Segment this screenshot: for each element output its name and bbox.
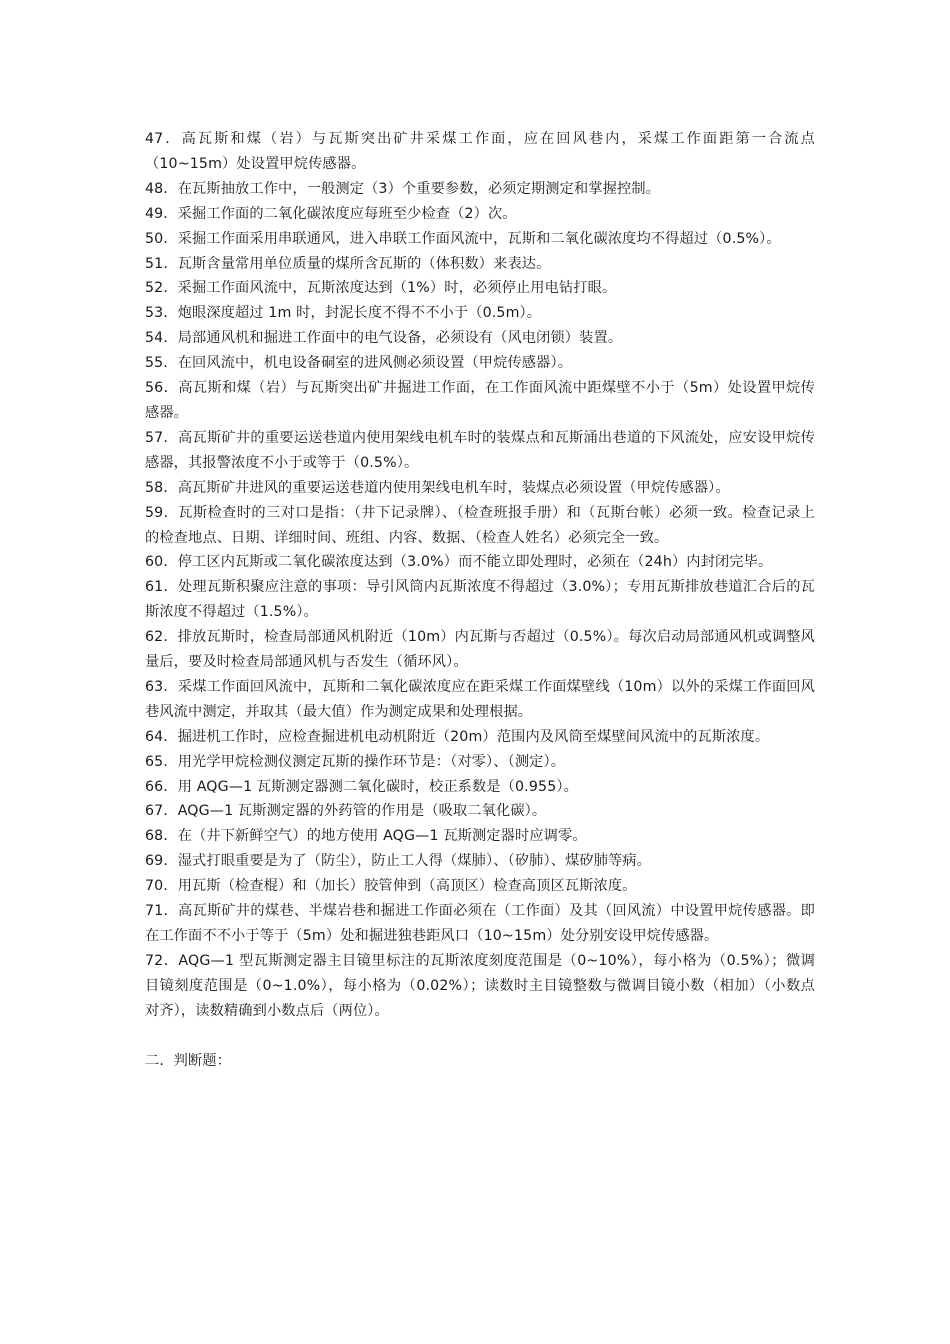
question-70: 70．用瓦斯（检查棍）和（加长）胶管伸到（高顶区）检查高顶区瓦斯浓度。	[145, 878, 637, 895]
question-51: 51．瓦斯含量常用单位质量的煤所含瓦斯的（体积数）来表达。	[145, 255, 551, 272]
question-57: 57．高瓦斯矿井的重要运送巷道内使用架线电机车时的装煤点和瓦斯涌出巷道的下风流处，应安设甲烷传感器，其报警浓度不小于或等于（0.5%）。	[145, 429, 815, 471]
question-60: 60．停工区内瓦斯或二氧化碳浓度达到（3.0%）而不能立即处理时，必须在（24h）内封闭完毕。	[145, 554, 773, 571]
question-53: 53．炮眼深度超过 1m 时，封泥长度不得不不小于（0.5m）。	[145, 305, 542, 322]
question-63: 63．采煤工作面回风流中，瓦斯和二氧化碳浓度应在距采煤工作面煤壁线（10m）以外的采煤工作面回风巷风流中测定，并取其（最大值）作为测定成果和处理根据。	[145, 678, 815, 720]
question-48: 48．在瓦斯抽放工作中，一般测定（3）个重要参数，必须定期测定和掌握控制。	[145, 180, 661, 197]
question-47: 47．高瓦斯和煤（岩）与瓦斯突出矿井采煤工作面，应在回风巷内，采煤工作面距第一合流点（10~15m）处设置甲烷传感器。	[145, 131, 815, 172]
question-69: 69．湿式打眼重要是为了（防尘），防止工人得（煤肺）、（矽肺）、煤矽肺等病。	[145, 853, 652, 870]
question-52: 52．采掘工作面风流中，瓦斯浓度达到（1%）时，必须停止用电钻打眼。	[145, 280, 617, 297]
question-66: 66．用 AQG—1 瓦斯测定器测二氧化碳时，校正系数是（0.955）。	[145, 778, 578, 795]
question-49: 49．采掘工作面的二氧化碳浓度应每班至少检查（2）次。	[145, 205, 517, 222]
question-65: 65．用光学甲烷检测仪测定瓦斯的操作环节是：（对零）、（测定）。	[145, 753, 566, 770]
question-61: 61．处理瓦斯积聚应注意的事项：导引风筒内瓦斯浓度不得超过（3.0%）；专用瓦斯排放巷道汇合后的瓦斯浓度不得超过（1.5%）。	[145, 579, 815, 621]
question-59: 59．瓦斯检查时的三对口是指：（井下记录牌）、（检查班报手册）和（瓦斯台帐）必须一致。检查记录上的检查地点、日期、详细时间、班组、内容、数据、（检查人姓名）必须完全一致。	[145, 504, 815, 546]
document-page	[145, 127, 815, 1074]
question-72: 72．AQG—1 型瓦斯测定器主目镜里标注的瓦斯浓度刻度范围是（0~10%），每小格为（0.5%）；微调目镜刻度范围是（0~1.0%），每小格为（0.02%）；读数时主目镜整数与微调目镜小数（相加）（小数点对齐），读数精确到小数点后（两位）。	[145, 952, 815, 1019]
question-55: 55．在回风流中，机电设备硐室的进风侧必须设置（甲烷传感器）。	[145, 355, 573, 372]
question-58: 58．高瓦斯矿井进风的重要运送巷道内使用架线电机车时，装煤点必须设置（甲烷传感器）。	[145, 479, 730, 496]
section-heading: 二．判断题：	[145, 1052, 232, 1069]
question-56: 56．高瓦斯和煤（岩）与瓦斯突出矿井掘进工作面，在工作面风流中距煤壁不小于（5m）处设置甲烷传感器。	[145, 380, 815, 421]
question-64: 64．掘进机工作时，应检查掘进机电动机附近（20m）范围内及风筒至煤壁间风流中的瓦斯浓度。	[145, 728, 770, 745]
question-62: 62．排放瓦斯时，检查局部通风机附近（10m）内瓦斯与否超过（0.5%）。每次启动局部通风机或调整风量后，要及时检查局部通风机与否发生（循环风）。	[145, 629, 815, 671]
question-67: 67．AQG—1 瓦斯测定器的外药管的作用是（吸取二氧化碳）。	[145, 803, 547, 820]
question-68: 68．在（井下新鲜空气）的地方使用 AQG—1 瓦斯测定器时应调零。	[145, 828, 587, 845]
blank-line	[145, 1024, 815, 1049]
question-54: 54．局部通风机和掘进工作面中的电气设备，必须设有（风电闭锁）装置。	[145, 330, 623, 347]
question-50: 50．采掘工作面采用串联通风，进入串联工作面风流中，瓦斯和二氧化碳浓度均不得超过（0.5%）。	[145, 230, 781, 247]
question-71: 71．高瓦斯矿井的煤巷、半煤岩巷和掘进工作面必须在（工作面）及其（回风流）中设置甲烷传感器。即在工作面不不小于等于（5m）处和掘进独巷距风口（10~15m）处分别安设甲烷传感器。	[145, 903, 815, 944]
